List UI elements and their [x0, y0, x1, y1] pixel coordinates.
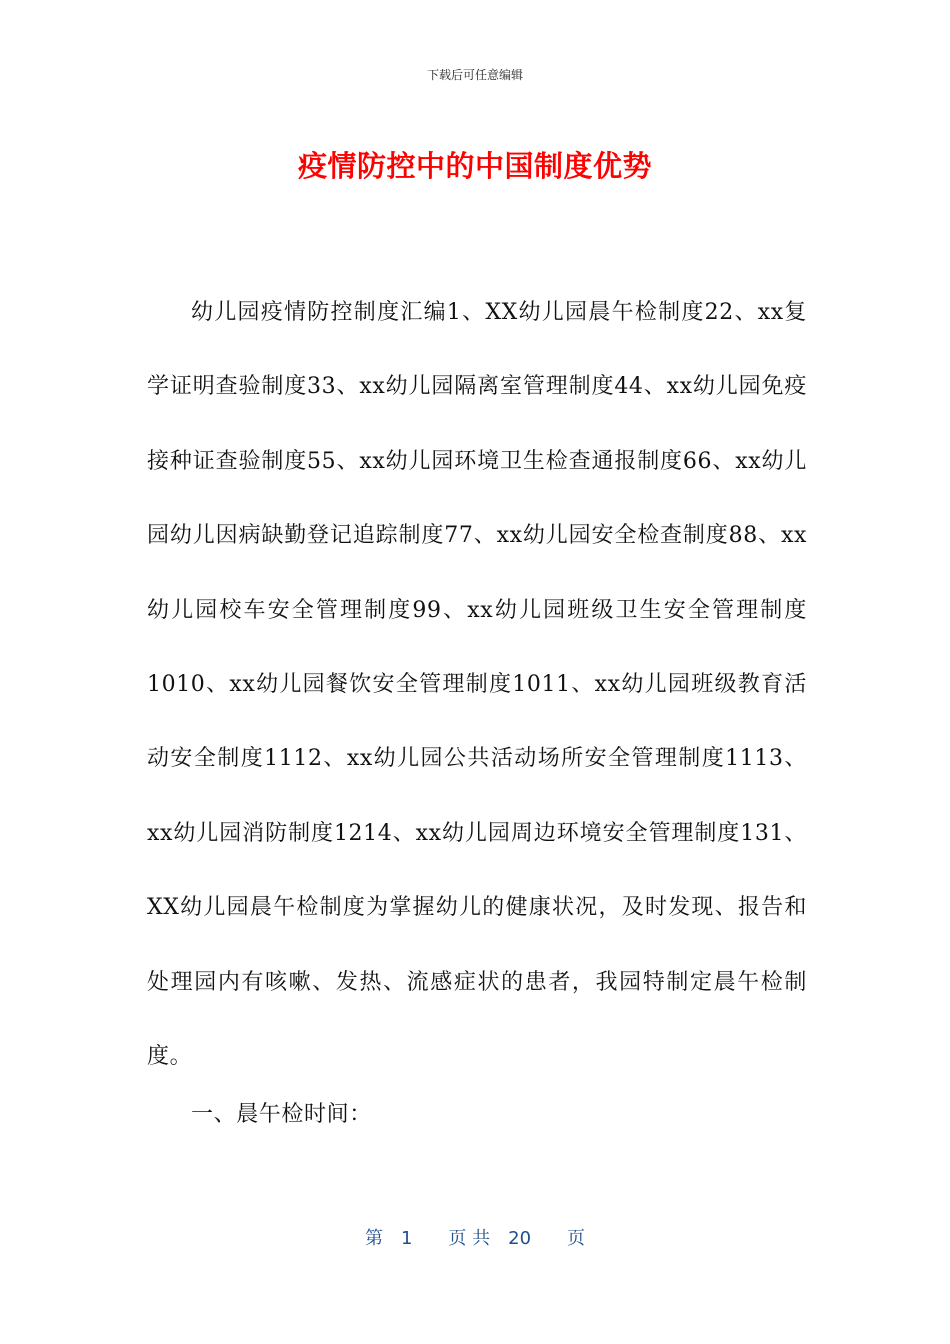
header-note: 下载后可任意编辑 — [426, 68, 523, 82]
body-paragraph: 幼儿园疫情防控制度汇编1、XX幼儿园晨午检制度22、xx复学证明查验制度33、xx幼儿园隔离室管理制度44、xx幼儿园免疫接种证查验制度55、xx幼儿园环境卫生检查通报制度66、xx幼儿园幼儿因病缺勤登记追踪制度77、xx幼儿园安全检查制度88、xx幼儿园校车安全管理制度99、xx幼儿园班级卫生安全管理制度1010、xx幼儿园餐饮安全管理制度1011、xx幼儿园班级教育活动安全制度1112、xx幼儿园公共活动场所安全管理制度1113、xx幼儿园消防制度1214、xx幼儿园周边环境安全管理制度131、XX幼儿园晨午检制度为掌握幼儿的健康状况，及时发现、报告和处理园内有咳嗽、发热、流感症状的患者，我园特制定晨午检制度。 — [147, 300, 807, 1070]
page-footer: 第 1 页 共 20 页 — [364, 1228, 586, 1249]
section-heading: 一、晨午检时间： — [191, 1102, 372, 1127]
document-title: 疫情防控中的中国制度优势 — [297, 149, 652, 183]
